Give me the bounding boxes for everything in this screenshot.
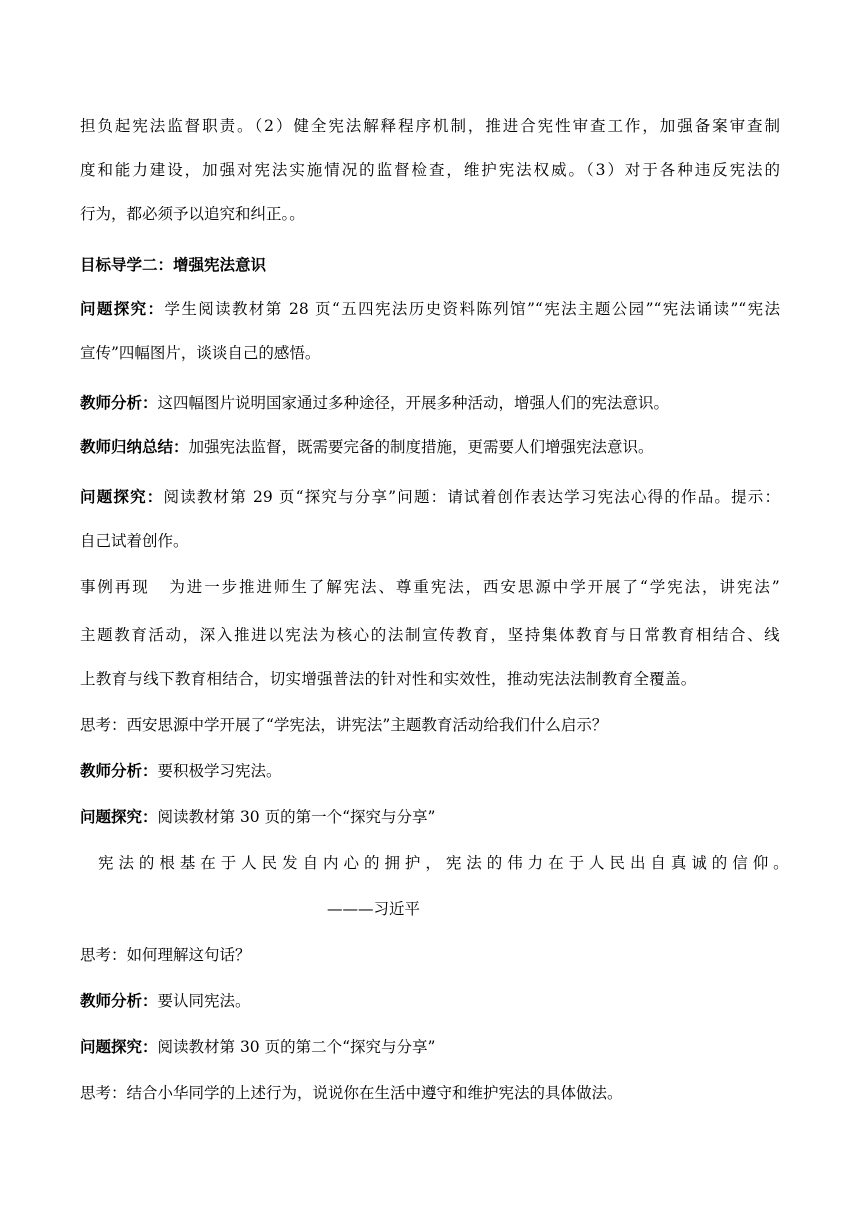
inquiry-label: 问题探究： [80,299,165,318]
analysis-text: 要积极学习宪法。 [157,762,282,780]
inquiry-label: 问题探究： [80,807,158,826]
inquiry-text-line2: 自己试着创作。 [80,532,189,550]
section-heading: 目标导学二：增强宪法意识 [80,255,267,274]
quote-text: 宪法的根基在于人民发自内心的拥护，宪法的伟力在于人民出自真诚的信仰。 [98,854,794,872]
inquiry-text: 阅读教材第 29 页“探究与分享”问题：请试着创作表达学习宪法心得的作品。提示： [163,488,780,506]
inquiry-text: 阅读教材第 30 页的第一个“探究与分享” [157,808,436,826]
inquiry-label: 问题探究： [80,487,164,506]
case-label: 事例再现 [80,578,150,596]
paragraph-line: 度和能力建设，加强对宪法实施情况的监督检查，维护宪法权威。（3）对于各种违反宪法的 [80,161,780,179]
inquiry-label: 问题探究： [80,1037,158,1056]
case-text-line3: 上教育与线下教育相结合，切实增强普法的针对性和实效性，推动宪法法制教育全覆盖。 [80,670,697,688]
inquiry-paragraph [80,1036,780,1058]
analysis-label: 教师分析： [80,393,158,412]
inquiry-paragraph [80,298,780,320]
paragraph-line: 行为，都必须予以追究和纠正。。 [80,205,305,223]
inquiry-text: 学生阅读教材第 28 页“五四宪法历史资料陈列馆”“宪法主题公园”“宪法诵读”“宪法 [164,300,780,318]
analysis-label: 教师分析： [80,761,158,780]
quote-author: ———习近平 [327,900,421,918]
inquiry-paragraph [80,486,780,508]
summary-text: 加强宪法监督，既需要完备的制度措施，更需要人们增强宪法意识。 [188,438,654,456]
think-question: 思考：如何理解这句话？ [80,946,251,964]
inquiry-paragraph [80,806,780,828]
case-text-line2: 主题教育活动，深入推进以宪法为核心的法制宣传教育，坚持集体教育与日常教育相结合、线 [80,626,780,644]
paragraph-line: 担负起宪法监督职责。（2）健全宪法解释程序机制，推进合宪性审查工作，加强备案审查制 [80,117,780,135]
summary-paragraph [80,436,780,458]
analysis-paragraph [80,392,780,414]
inquiry-text-line2: 宣传”四幅图片，谈谈自己的感悟。 [80,344,321,362]
analysis-label: 教师分析： [80,991,158,1010]
think-question: 思考：结合小华同学的上述行为，说说你在生活中遵守和维护宪法的具体做法。 [80,1084,623,1102]
case-text: 为进一步推进师生了解宪法、尊重宪法，西安思源中学开展了“学宪法，讲宪法” [167,578,780,596]
analysis-paragraph [80,990,780,1012]
case-paragraph [80,576,780,598]
analysis-paragraph [80,760,780,782]
summary-label: 教师归纳总结： [80,437,189,456]
analysis-text: 要认同宪法。 [157,992,251,1010]
analysis-text: 这四幅图片说明国家通过多种途径，开展多种活动，增强人们的宪法意识。 [157,394,670,412]
inquiry-text: 阅读教材第 30 页的第二个“探究与分享” [157,1038,436,1056]
think-question: 思考：西安思源中学开展了“学宪法，讲宪法”主题教育活动给我们什么启示？ [80,716,608,734]
